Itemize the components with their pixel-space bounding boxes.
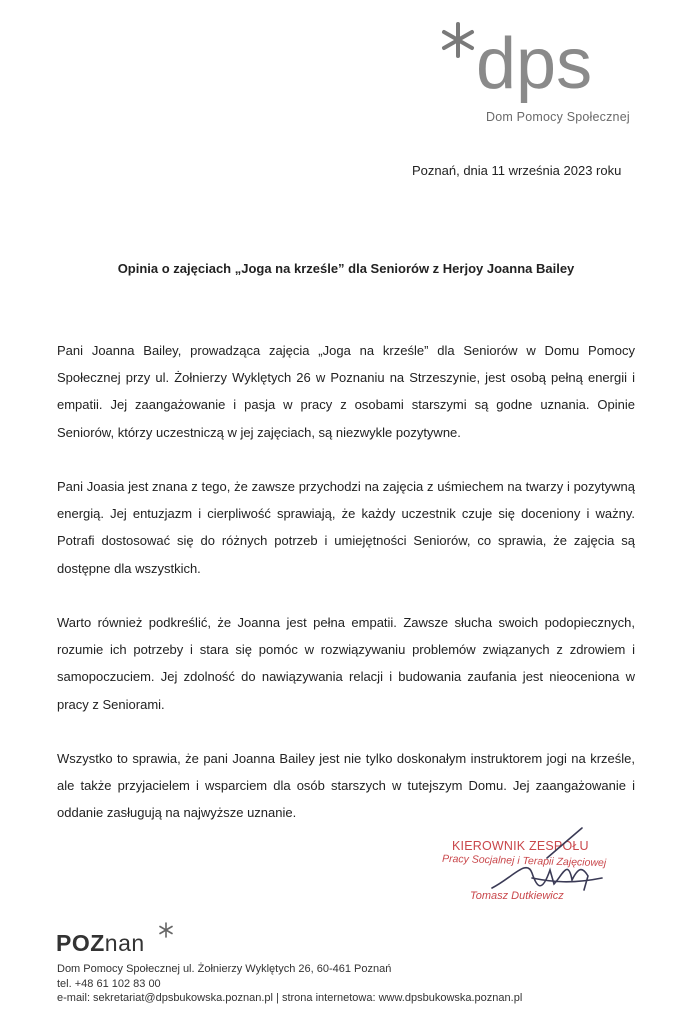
paragraph: Pani Joanna Bailey, prowadząca zajęcia „Joga na krześle” dla Seniorów w Domu Pomocy Społecznej przy ul. Żołnierzy Wyklętych 26 w Poznaniu na Strzeszynie, jest osobą pełną energii i empatii. Jej zaangażowanie i pasja w pracy z osobami starszymi są godne uznania. Opinie Seniorów, którzy uczestniczą w jej zajęciach, są niezwykle pozytywne. — [57, 343, 635, 440]
footer-address: Dom Pomocy Społecznej ul. Żołnierzy Wyklętych 26, 60-461 Poznań — [57, 963, 392, 975]
paragraph: Warto również podkreślić, że Joanna jest pełna empatii. Zawsze słucha swoich podopiecznych, rozumie ich potrzeby i stara się pomóc w rozwiązywaniu problemów związanych z zdrowiem i samopoczuciem. Jej zdolność do nawiązywania relacji i budowania zaufania jest nieoceniona w pracy z Seniorami. — [57, 615, 635, 712]
dps-logo — [436, 18, 666, 128]
asterisk-icon — [158, 922, 174, 938]
logo-subtitle: Dom Pomocy Społecznej — [486, 110, 630, 124]
dps-logo-mark — [436, 18, 666, 108]
letter-date: Poznań, dnia 11 września 2023 roku — [412, 163, 622, 178]
stamp-subtitle: Pracy Socjalnej i Terapii Zajęciowej — [441, 852, 607, 870]
handwritten-signature — [432, 818, 652, 918]
footer-phone: tel. +48 61 102 83 00 — [57, 977, 161, 990]
logo-wordmark: dps — [476, 24, 593, 104]
city-logo-wordmark: POZnan — [56, 930, 145, 956]
stamp-name: Tomasz Dutkiewicz — [470, 890, 564, 902]
letter-body — [57, 337, 635, 854]
paragraph: Wszystko to sprawia, że pani Joanna Bailey jest nie tylko doskonałym instruktorem jogi na krześle, ale także przyjacielem i wsparciem dla osób starszych w tutejszym Domu. Jej zaangażowanie i oddanie zasługują na najwyższe uznanie. — [57, 751, 635, 821]
footer-email-web: e-mail: sekretariat@dpsbukowska.poznan.pl | strona internetowa: www.dpsbukowska.poznan.pl — [57, 992, 523, 1004]
stamp-title: KIEROWNIK ZESPOŁU — [452, 839, 589, 853]
footer-contact — [57, 962, 522, 1006]
letter-title: Opinia o zajęciach „Joga na krześle” dla Seniorów z Herjoy Joanna Bailey — [117, 261, 575, 276]
poznan-city-logo — [56, 928, 196, 960]
paragraph: Pani Joasia jest znana z tego, że zawsze przychodzi na zajęcia z uśmiechem na twarzy i pozytywną energią. Jej entuzjazm i cierpliwość sprawiają, że każdy uczestnik czuje się doceniony i ważny. Potrafi dostosować się do różnych potrzeb i umiejętności Seniorów, co sprawia, że zajęcia są dostępne dla wszystkich. — [57, 479, 635, 576]
asterisk-icon — [444, 24, 472, 56]
